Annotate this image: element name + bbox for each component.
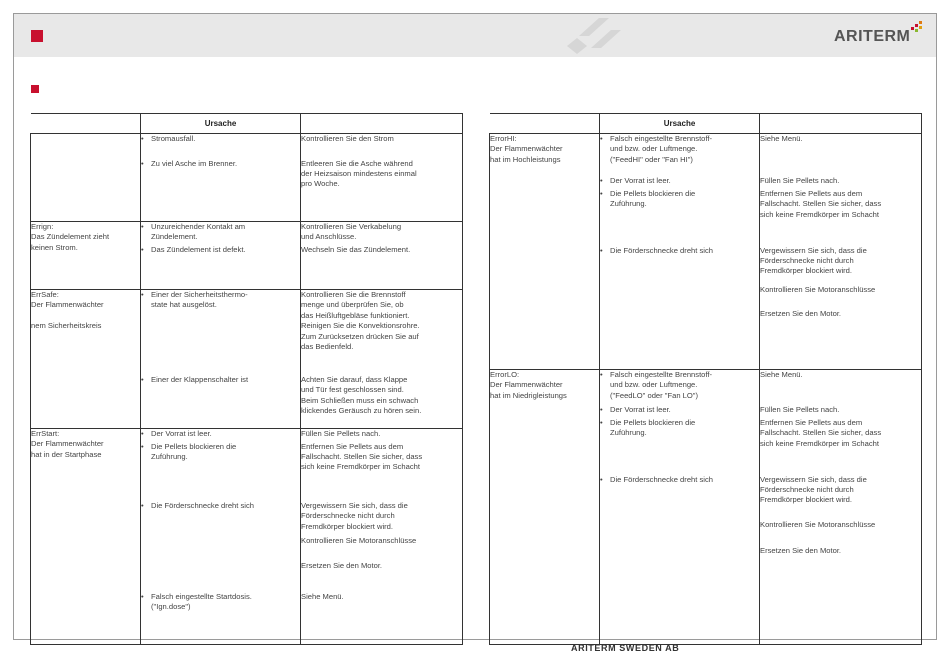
text-line: • Die Förderschnecke dreht sich xyxy=(151,501,254,510)
remedy-cell xyxy=(301,290,463,429)
text-line: nem Sicherheitskreis xyxy=(31,321,102,331)
remedy-item xyxy=(301,222,462,243)
text-line: Fallschacht. Stellen Sie sicher, dass xyxy=(760,428,882,438)
text-line: Füllen Sie Pellets nach. xyxy=(301,429,381,438)
text-line: Zuführung. xyxy=(610,199,647,209)
text-line: Zuführung. xyxy=(610,428,647,438)
cause-item xyxy=(141,222,300,243)
cause-item xyxy=(600,370,759,402)
section-red-square xyxy=(31,85,39,93)
text-line: Kontrollieren Sie Verkabelung xyxy=(301,222,402,231)
error-row xyxy=(31,134,463,222)
cause-item xyxy=(600,134,759,166)
text-line: Füllen Sie Pellets nach. xyxy=(760,404,840,414)
text-line: • Die Förderschnecke dreht sich xyxy=(610,474,713,484)
cause-item xyxy=(141,134,300,145)
remedy-cell xyxy=(760,134,922,370)
text-line: Zuführung. xyxy=(151,451,188,461)
remedy-item xyxy=(760,176,921,187)
remedy-item xyxy=(760,520,921,530)
text-line: Ersetzen Sie den Motor. xyxy=(301,560,383,570)
text-line: Das Zündelement zieht xyxy=(31,232,110,242)
page-header xyxy=(14,14,936,57)
cause-cell xyxy=(141,429,301,645)
text-line: Förderschnecke nicht durch xyxy=(760,255,854,265)
remedy-item xyxy=(301,442,462,474)
cause-col-header: Ursache xyxy=(600,114,760,134)
text-line: Der Flammenwächter xyxy=(490,380,563,390)
text-line: das Heißluftgebläse funktioniert. xyxy=(301,310,410,320)
text-line: Fallschacht. Stellen Sie sicher, dass xyxy=(760,199,882,209)
remedy-item xyxy=(301,429,462,440)
cause-item xyxy=(600,189,759,221)
text-line: Kontrollieren Sie die Brennstoff xyxy=(301,290,406,299)
text-line: Entleeren Sie die Asche während xyxy=(301,158,413,168)
remedy-item xyxy=(301,159,462,191)
text-line: Errign: xyxy=(31,222,54,231)
text-line: ErrorLO: xyxy=(490,370,520,379)
header-red-square xyxy=(31,30,43,42)
remedy-cell xyxy=(301,134,463,222)
text-line: ("FeedLO" oder "Fan LO") xyxy=(610,390,699,400)
text-line: Vergewissern Sie sich, dass die xyxy=(301,501,408,510)
cause-item xyxy=(600,475,759,558)
text-line: • Die Pellets blockieren die xyxy=(151,441,237,451)
text-line: und bzw. oder Luftmenge. xyxy=(610,144,698,154)
cause-col-header: Ursache xyxy=(141,114,301,134)
text-line: hat in der Startphase xyxy=(31,449,102,459)
text-line: und Tür fest geschlossen sind. xyxy=(301,385,404,395)
error-row xyxy=(31,429,463,645)
remedy-item xyxy=(760,134,921,166)
text-line: ErrStart: xyxy=(31,429,60,438)
text-line: • Der Vorrat ist leer. xyxy=(610,175,671,185)
text-line: und bzw. oder Luftmenge. xyxy=(610,380,698,390)
error-row xyxy=(31,222,463,290)
text-line: Fallschacht. Stellen Sie sicher, dass xyxy=(301,451,423,461)
remedy-item xyxy=(760,475,921,558)
code-col-header xyxy=(31,114,141,134)
text-line: Vergewissern Sie sich, dass die xyxy=(760,474,867,484)
text-line: • Der Vorrat ist leer. xyxy=(151,429,212,438)
text-line: state hat ausgelöst. xyxy=(151,300,217,310)
footer-company: ARITERM SWEDEN AB xyxy=(571,643,680,653)
text-line: Fremdkörper blockiert wird. xyxy=(760,495,852,505)
error-row xyxy=(490,134,922,370)
text-line: Zündelement. xyxy=(151,232,198,242)
text-line: Fremdkörper blockiert wird. xyxy=(760,266,852,276)
remedy-item xyxy=(760,405,921,416)
text-line: • Einer der Klappenschalter ist xyxy=(151,375,249,384)
text-line: Siehe Menü. xyxy=(760,370,803,379)
text-line: Entfernen Sie Pellets aus dem xyxy=(301,441,404,451)
text-line: Wechseln Sie das Zündelement. xyxy=(301,245,411,254)
text-line: Zum Zurücksetzen drücken Sie auf xyxy=(301,331,419,341)
remedy-item xyxy=(760,285,921,295)
text-line: • Der Vorrat ist leer. xyxy=(610,404,671,414)
text-line: • Falsch eingestellte Startdosis. xyxy=(151,591,252,601)
text-line: Kontrollieren Sie Motoranschlüsse xyxy=(760,519,876,529)
cause-cell xyxy=(141,222,301,290)
text-line: Förderschnecke nicht durch xyxy=(760,484,854,494)
text-line: keinen Strom. xyxy=(31,242,78,252)
remedy-item xyxy=(760,309,921,319)
remedy-item xyxy=(301,501,462,572)
text-line: menge und überprüfen Sie, ob xyxy=(301,300,404,310)
text-line: hat im Hochleistungs xyxy=(490,154,561,164)
text-line: Reinigen Sie die Konvektionsrohre. xyxy=(301,321,420,331)
remedy-item xyxy=(301,375,462,417)
error-code-cell xyxy=(31,222,141,290)
remedy-item xyxy=(760,246,921,321)
ariterm-logo: ARITERM xyxy=(834,28,911,45)
text-line: das Bedienfeld. xyxy=(301,342,354,352)
text-line: Der Flammenwächter xyxy=(490,144,563,154)
cure-col-header xyxy=(760,114,922,134)
cause-item xyxy=(600,176,759,187)
remedy-item xyxy=(301,134,462,145)
text-line: Fremdkörper blockiert wird. xyxy=(301,521,393,531)
text-line: sich keine Fremdkörper im Schacht xyxy=(760,209,880,219)
cause-item xyxy=(141,501,300,572)
chevron-watermark-icon xyxy=(559,16,639,56)
text-line: pro Woche. xyxy=(301,179,340,189)
text-line: • Das Zündelement ist defekt. xyxy=(151,245,246,254)
remedy-cell xyxy=(301,222,463,290)
text-line: der Heizsaison mindestens einmal xyxy=(301,168,417,178)
error-table-left xyxy=(30,113,463,645)
text-line: und Anschlüsse. xyxy=(301,232,357,242)
error-code-cell xyxy=(31,290,141,429)
text-line: klickendes Geräusch zu hören sein. xyxy=(301,406,422,416)
remedy-item xyxy=(760,370,921,402)
cause-item xyxy=(141,245,300,256)
text-line: ("FeedHI" oder "Fan HI") xyxy=(610,154,693,164)
text-line: Entfernen Sie Pellets aus dem xyxy=(760,189,863,198)
cure-col-header xyxy=(301,114,463,134)
text-line: • Die Pellets blockieren die xyxy=(610,189,696,198)
cause-cell xyxy=(600,134,760,370)
text-line: • Die Förderschnecke dreht sich xyxy=(610,245,713,255)
cause-item xyxy=(141,375,300,417)
text-line: • Unzureichender Kontakt am xyxy=(151,222,246,231)
remedy-cell xyxy=(760,370,922,645)
text-line: • Stromausfall. xyxy=(151,134,196,143)
error-code-cell xyxy=(490,370,600,645)
text-line: Kontrollieren Sie Motoranschlüsse xyxy=(760,284,876,294)
text-line: sich keine Fremdkörper im Schacht xyxy=(301,462,421,472)
text-line: Vergewissern Sie sich, dass die xyxy=(760,245,867,255)
error-code-cell xyxy=(31,134,141,222)
text-line: Der Flammenwächter xyxy=(31,439,104,449)
text-line: ErrSafe: xyxy=(31,290,59,299)
text-line: Ersetzen Sie den Motor. xyxy=(760,309,842,319)
cause-cell xyxy=(141,134,301,222)
text-line: • Falsch eingestellte Brennstoff- xyxy=(610,134,713,143)
text-line: Siehe Menü. xyxy=(301,591,344,601)
text-line: hat im Niedrigleistungs xyxy=(490,390,567,400)
cause-item xyxy=(141,429,300,440)
text-line: • Die Pellets blockieren die xyxy=(610,418,696,427)
text-line: Füllen Sie Pellets nach. xyxy=(760,175,840,185)
text-line: ErrorHI: xyxy=(490,134,517,143)
remedy-item xyxy=(301,561,462,571)
error-row xyxy=(490,370,922,645)
cause-cell xyxy=(600,370,760,645)
error-code-cell xyxy=(490,134,600,370)
text-line: Kontrollieren Sie den Strom xyxy=(301,134,394,143)
cause-item xyxy=(141,592,300,613)
text-line: Der Flammenwächter xyxy=(31,300,104,310)
logo-flame-icon xyxy=(909,20,925,34)
cause-item xyxy=(141,442,300,474)
cause-item xyxy=(141,290,300,353)
text-line: Ersetzen Sie den Motor. xyxy=(760,546,842,556)
remedy-item xyxy=(301,290,462,353)
text-line: Achten Sie darauf, dass Klappe xyxy=(301,375,408,384)
cause-cell xyxy=(141,290,301,429)
text-line: Siehe Menü. xyxy=(760,134,803,143)
text-line: sich keine Fremdkörper im Schacht xyxy=(760,438,880,448)
remedy-item xyxy=(760,418,921,450)
cause-item xyxy=(600,246,759,321)
text-line: • Falsch eingestellte Brennstoff- xyxy=(610,370,713,379)
text-line: Beim Schließen muss ein schwach xyxy=(301,395,419,405)
text-line: • Zu viel Asche im Brenner. xyxy=(151,158,238,168)
remedy-item xyxy=(301,592,462,613)
text-line xyxy=(31,311,140,321)
code-col-header xyxy=(490,114,600,134)
cause-item xyxy=(600,405,759,416)
remedy-cell xyxy=(301,429,463,645)
text-line: Entfernen Sie Pellets aus dem xyxy=(760,418,863,427)
error-table-right xyxy=(489,113,922,645)
remedy-item xyxy=(760,189,921,221)
error-code-cell xyxy=(31,429,141,645)
cause-item xyxy=(600,418,759,450)
cause-item xyxy=(141,159,300,191)
text-line: Förderschnecke nicht durch xyxy=(301,511,395,521)
text-line: • Einer der Sicherheitsthermo- xyxy=(151,290,248,299)
text-line: ("Ign.dose") xyxy=(151,601,191,611)
error-row xyxy=(31,290,463,429)
remedy-item xyxy=(301,245,462,256)
remedy-item xyxy=(760,546,921,556)
remedy-item xyxy=(301,536,462,546)
text-line: Kontrollieren Sie Motoranschlüsse xyxy=(301,536,417,546)
